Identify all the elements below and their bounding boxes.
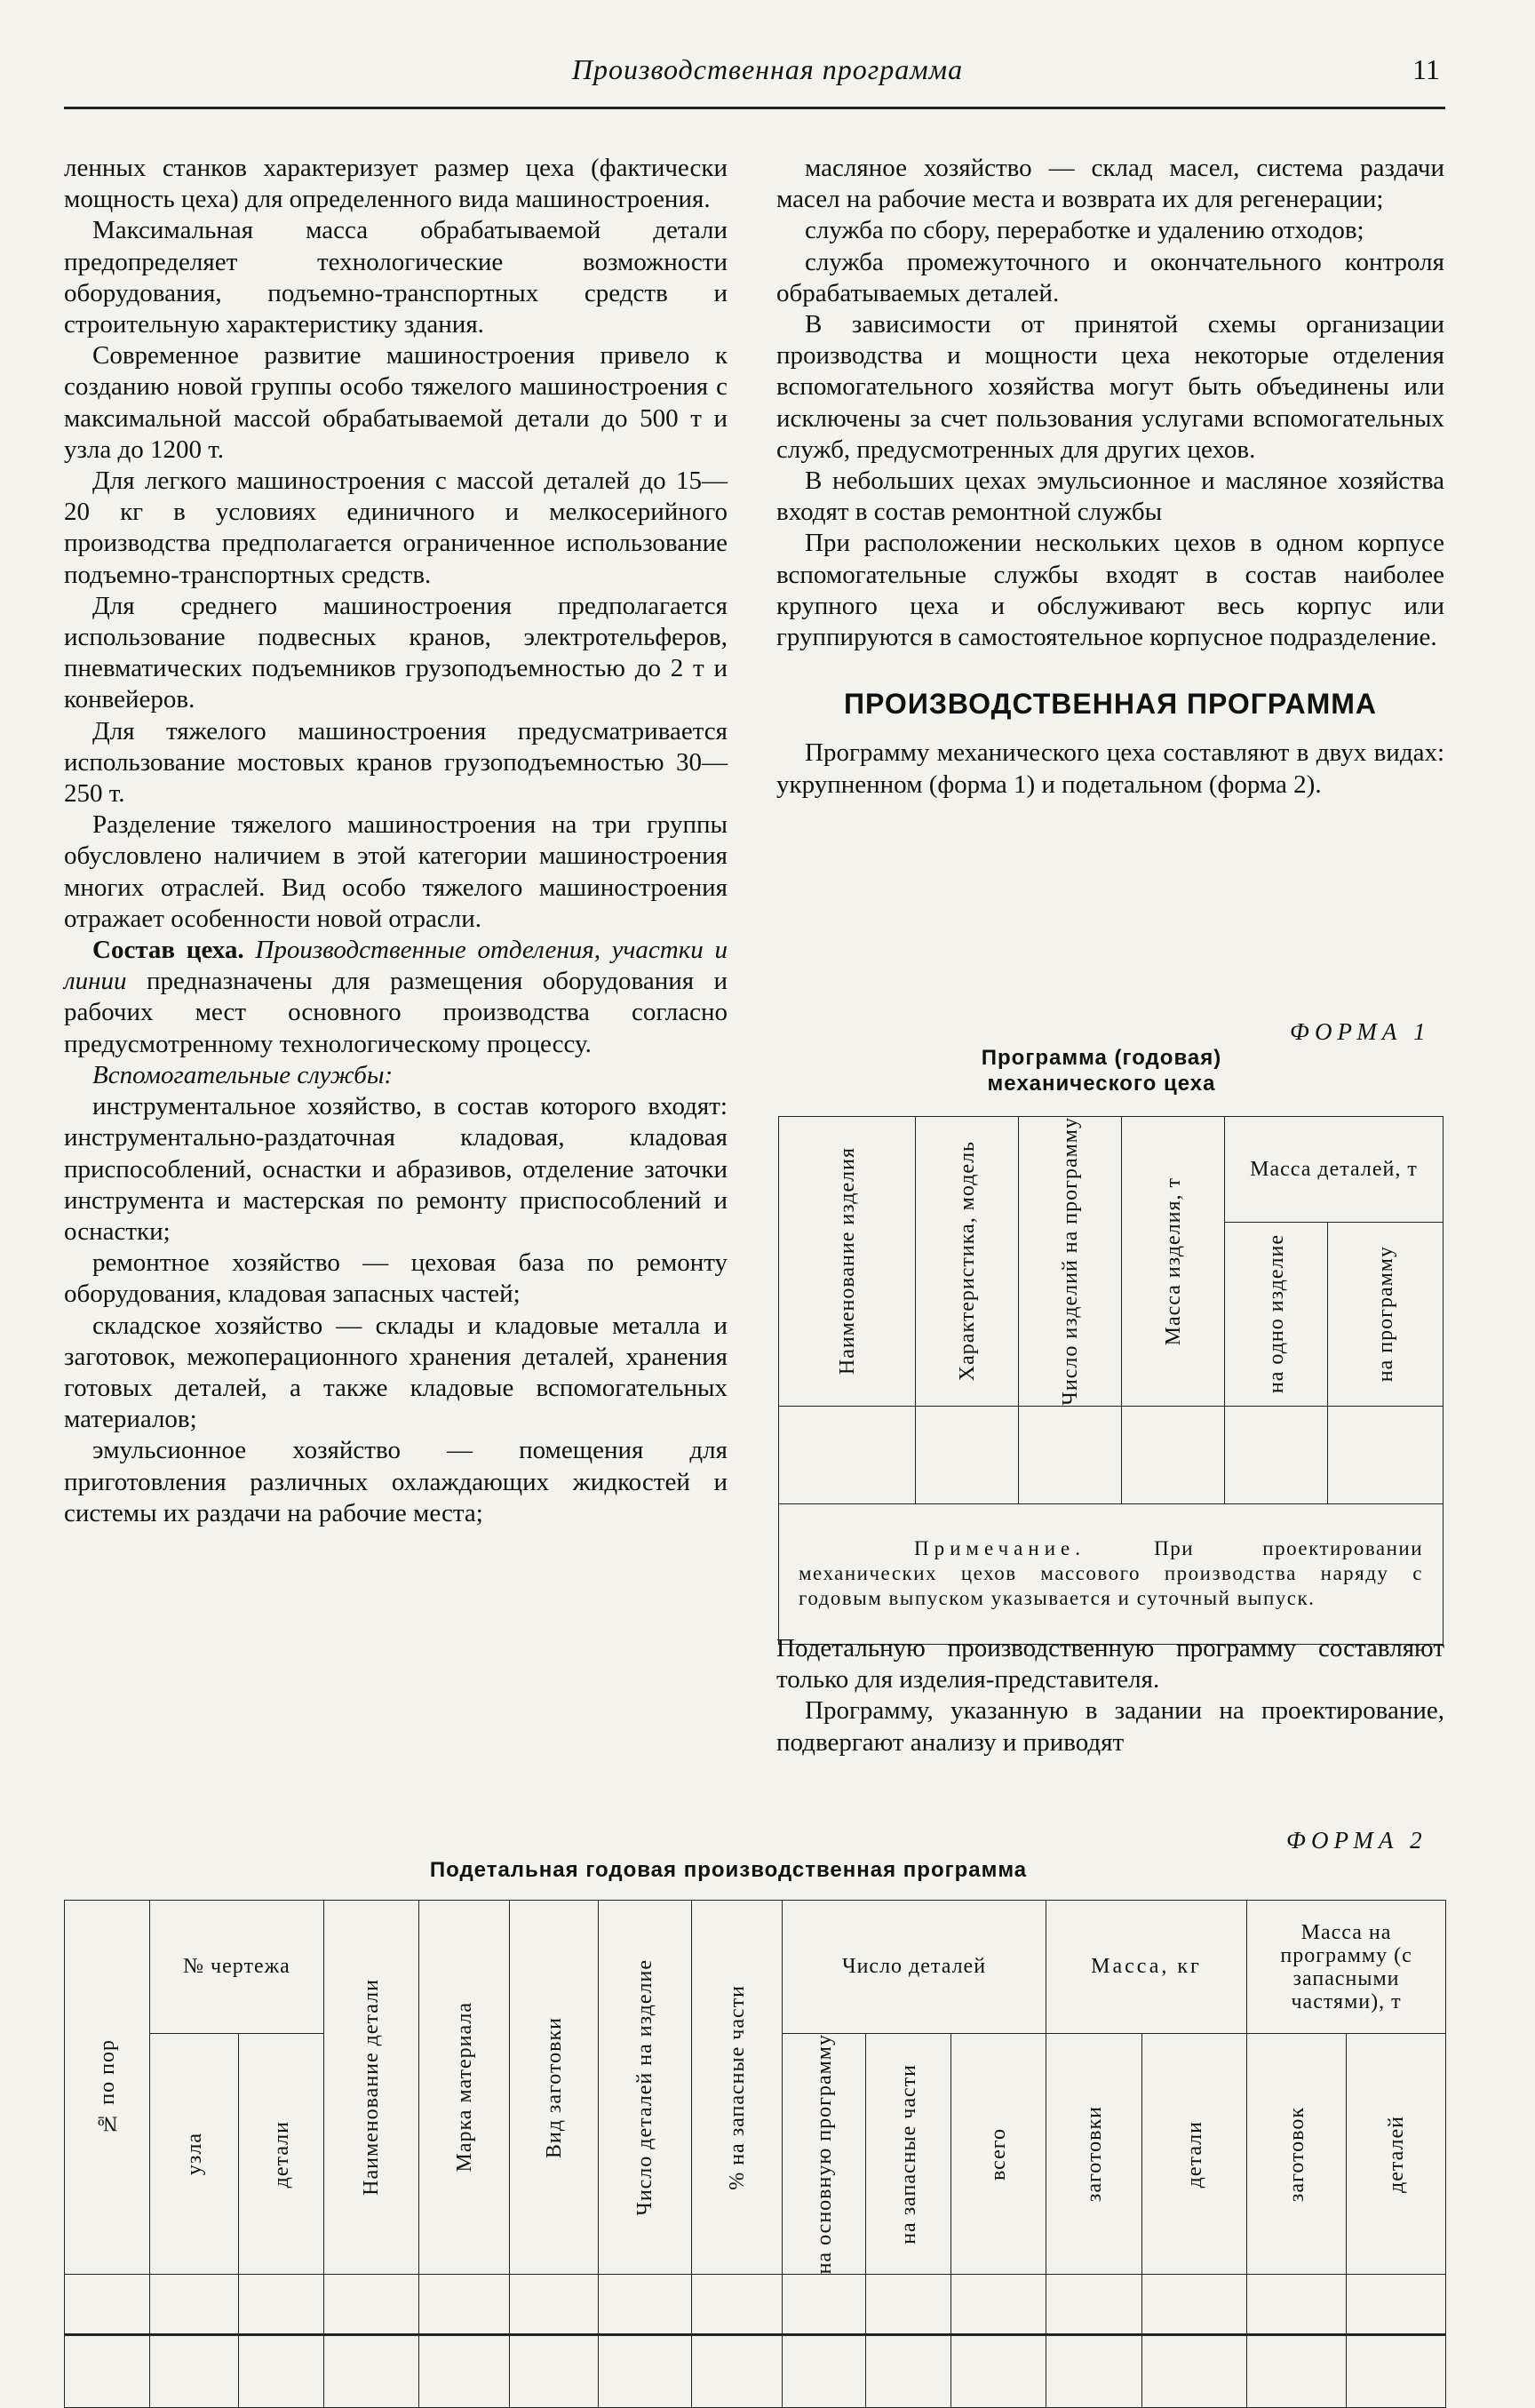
form1-header-cell <box>916 1117 1019 1407</box>
form1-col-mass: Масса изделия, т <box>1161 1176 1185 1346</box>
list-item: эмульсионное хозяйство — помещения для приготовления различных охлаждающих жидкостей и системы их раздачи на рабочие места; <box>64 1436 728 1527</box>
running-title: Производственная программа <box>571 53 964 85</box>
form2-parts-total: всего <box>987 2127 1011 2181</box>
section-title: ПРОИЗВОДСТВЕННАЯ ПРОГРАММА <box>844 688 1377 721</box>
form1-title <box>933 1045 1270 1096</box>
paragraph: Программу, указанную в задании на проектирование, подвергают анализу и приводят <box>776 1696 1444 1757</box>
form1-header-cell <box>779 1117 916 1407</box>
paragraph: Современное развитие машиностроения привело к созданию новой группы особо тяжелого машиностроения с максимальной массой обрабатываемой детали до 500 т и узла до 1200 т. <box>64 341 728 464</box>
form2-drawing-part: детали <box>269 2120 293 2188</box>
paragraph: Максимальная масса обрабатываемой детали предопределяет технологические возможности оборудования, подъемно-транспортных средств и строительную характеристику здания. <box>64 216 728 339</box>
table-cell <box>324 2275 419 2408</box>
form2-drawing-node: узла <box>182 2133 206 2176</box>
form2-header-cell <box>1247 2034 1347 2275</box>
form1-header-cell <box>1122 1117 1225 1407</box>
form1-header-cell <box>1328 1223 1444 1406</box>
form2-header-cell <box>510 1901 599 2275</box>
form1-col-count: Число изделий на программу <box>1058 1117 1082 1406</box>
form2-header-cell <box>150 2034 239 2275</box>
form1-table <box>778 1116 1444 1645</box>
form2-col-material: Марка материала <box>452 2002 476 2173</box>
table-cell <box>1122 1406 1225 1503</box>
table-cell <box>916 1406 1019 1503</box>
form1-header-cell <box>1019 1117 1122 1407</box>
table-cell <box>510 2275 599 2408</box>
table-cell <box>1019 1406 1122 1503</box>
paragraph: Подетальную производственную программу составляют только для изделия-представителя. <box>776 1634 1444 1694</box>
form2-header-cell <box>599 1901 692 2275</box>
left-column <box>64 153 728 1529</box>
form1-mass-per-item: на одно изделие <box>1264 1234 1288 1394</box>
paragraph: Для среднего машиностроения предполагается использование подвесных кранов, электротельферов, пневматических подъемников грузоподъемностью до 2 т и конвейеров. <box>64 591 728 714</box>
paragraph: В зависимости от принятой схемы организации производства и мощности цеха некоторые отделения вспомогательного хозяйства могут быть объединены или исключены за счет пользования услугами вспомогательных служб, предусмотренных для других цехов. <box>776 310 1444 464</box>
table-cell <box>150 2275 239 2408</box>
table-cell <box>65 2275 150 2408</box>
paragraph: При расположении нескольких цехов в одном корпусе вспомогательные службы входят в состав наиболее крупного цеха и обслуживают весь корпус или группируются в самостоятельное корпусное подразделение. <box>776 529 1444 652</box>
list-item: складское хозяйство — склады и кладовые металла и заготовок, межоперационного хранения деталей, хранения готовых деталей, а также кладовые вспомогательных материалов; <box>64 1311 728 1434</box>
sostav-lead: Состав цеха. <box>92 936 244 965</box>
form2-header-cell <box>783 2034 866 2275</box>
table-cell <box>1328 1406 1444 1503</box>
form2-table <box>64 1900 1446 2408</box>
form1-note-cell <box>779 1503 1444 1644</box>
form2-mass-part: детали <box>1182 2120 1206 2188</box>
form1-note <box>779 1536 1443 1611</box>
sostav-italic: Производственные отделения, участки и линии <box>64 936 728 996</box>
paragraph: Для тяжелого машиностроения предусматривается использование мостовых кранов грузоподъемностью 30—250 т. <box>64 716 728 809</box>
form2-header-cell <box>951 2034 1046 2275</box>
form2-col-count: Число деталей на изделие <box>633 1958 656 2216</box>
form2-mass-blank: заготовки <box>1082 2106 1106 2203</box>
section-intro: Программу механического цеха составляют в двух видах: укрупненном (форма 1) и подетальном (форма 2). <box>776 738 1444 799</box>
form2-prog-group: Масса на программу (с запасными частями), т <box>1247 1901 1446 2034</box>
form2-header-cell <box>1046 2034 1142 2275</box>
table-cell <box>692 2275 783 2408</box>
form2-col-name: Наименование детали <box>360 1979 383 2197</box>
form2-mass-group: Масса, кг <box>1046 1901 1247 2034</box>
form2-header-cell <box>419 1901 510 2275</box>
list-item: ремонтное хозяйство — цеховая база по ремонту оборудования, кладовая запасных частей; <box>64 1248 728 1309</box>
table-cell <box>783 2275 866 2408</box>
table-cell <box>1347 2275 1446 2408</box>
form1-mass-per-program: на программу <box>1373 1246 1397 1383</box>
form1-header-cell <box>1225 1223 1328 1406</box>
form2-header-cell <box>1142 2034 1247 2275</box>
form1-label: ФОРМА 1 <box>1290 1018 1431 1045</box>
form2-prog-parts: деталей <box>1384 2115 1408 2193</box>
bottom-rule <box>64 2333 1445 2336</box>
list-item: инструментальное хозяйство, в состав которого входят: инструментально-раздаточная кладовая, кладовая приспособлений, оснастки и абразивов, отделение заточки инструмента и мастерская по ремонту приспособлений и оснастки; <box>64 1092 728 1246</box>
form2-header-cell <box>239 2034 324 2275</box>
right-column <box>776 153 1444 801</box>
form2-parts-spare: на запасные части <box>896 2063 920 2245</box>
form2-header-cell <box>1347 2034 1446 2275</box>
form2-prog-blanks: заготовок <box>1284 2106 1308 2202</box>
form2-header-cell <box>65 1901 150 2275</box>
form2-title: Подетальная годовая производственная программа <box>429 1858 1028 1882</box>
right-column-continued <box>776 1633 1444 1758</box>
table-cell <box>866 2275 951 2408</box>
list-item: масляное хозяйство — склад масел, система раздачи масел на рабочие места и возврата их для регенерации; <box>776 154 1444 214</box>
form1-col-model: Характеристика, модель <box>955 1141 979 1382</box>
form2-parts-main: на основную программу <box>812 2034 836 2275</box>
table-cell <box>419 2275 510 2408</box>
paragraph: Для легкого машиностроения с массой деталей до 15—20 кг в условиях единичного и мелкосерийного производства предполагается ограниченное использование подъемно-транспортных средств. <box>64 466 728 589</box>
paragraph: ленных станков характеризует размер цеха (фактически мощность цеха) для определенного вида машиностроения. <box>64 154 728 214</box>
table-cell <box>779 1406 916 1503</box>
form1-note-text: При проектировании механических цехов массового производства наряду с годовым выпуском указывается и суточный выпуск. <box>799 1537 1424 1610</box>
form1-title-line1: Программа (годовая) <box>981 1046 1222 1070</box>
paragraph: Разделение тяжелого машиностроения на три группы обусловлено наличием в этой категории машиностроения многих отраслей. Вид особо тяжелого машиностроения отражает особенности новой отрасли. <box>64 810 728 933</box>
table-cell <box>951 2275 1046 2408</box>
form2-header-cell <box>866 2034 951 2275</box>
form2-header-cell <box>692 1901 783 2275</box>
form2-drawing-group: № чертежа <box>150 1901 324 2034</box>
form1-col-name: Наименование изделия <box>835 1147 859 1375</box>
form2-col-blank: Вид заготовки <box>542 2016 566 2158</box>
form2-col-num: № по пор <box>95 2039 119 2136</box>
sostav-paragraph <box>64 935 728 1060</box>
table-cell <box>239 2275 324 2408</box>
form2-parts-group: Число деталей <box>783 1901 1046 2034</box>
table-cell <box>1247 2275 1347 2408</box>
paragraph: В небольших цехах эмульсионное и масляное хозяйства входят в состав ремонтной службы <box>776 466 1444 527</box>
table-cell <box>599 2275 692 2408</box>
sostav-rest: предназначены для размещения оборудования и рабочих мест основного производства согласно предусмотренному технологическому процессу. <box>64 967 728 1058</box>
form2-label: ФОРМА 2 <box>1286 1827 1428 1854</box>
aux-heading: Вспомогательные службы: <box>92 1060 394 1089</box>
form1-title-line2: механического цеха <box>987 1072 1216 1096</box>
table-cell <box>1225 1406 1328 1503</box>
form2-col-spare: % на запасные части <box>725 1984 749 2190</box>
table-cell <box>1142 2275 1247 2408</box>
page-number: 11 <box>1412 53 1440 85</box>
form1-mass-group: Масса деталей, т <box>1225 1117 1444 1223</box>
header-rule <box>64 107 1445 109</box>
form1-note-label: Примечание. <box>914 1537 1086 1560</box>
list-item: служба по сбору, переработке и удалению отходов; <box>805 216 1364 245</box>
table-cell <box>1046 2275 1142 2408</box>
list-item: служба промежуточного и окончательного контроля обрабатываемых деталей. <box>776 247 1444 307</box>
form2-header-cell <box>324 1901 419 2275</box>
